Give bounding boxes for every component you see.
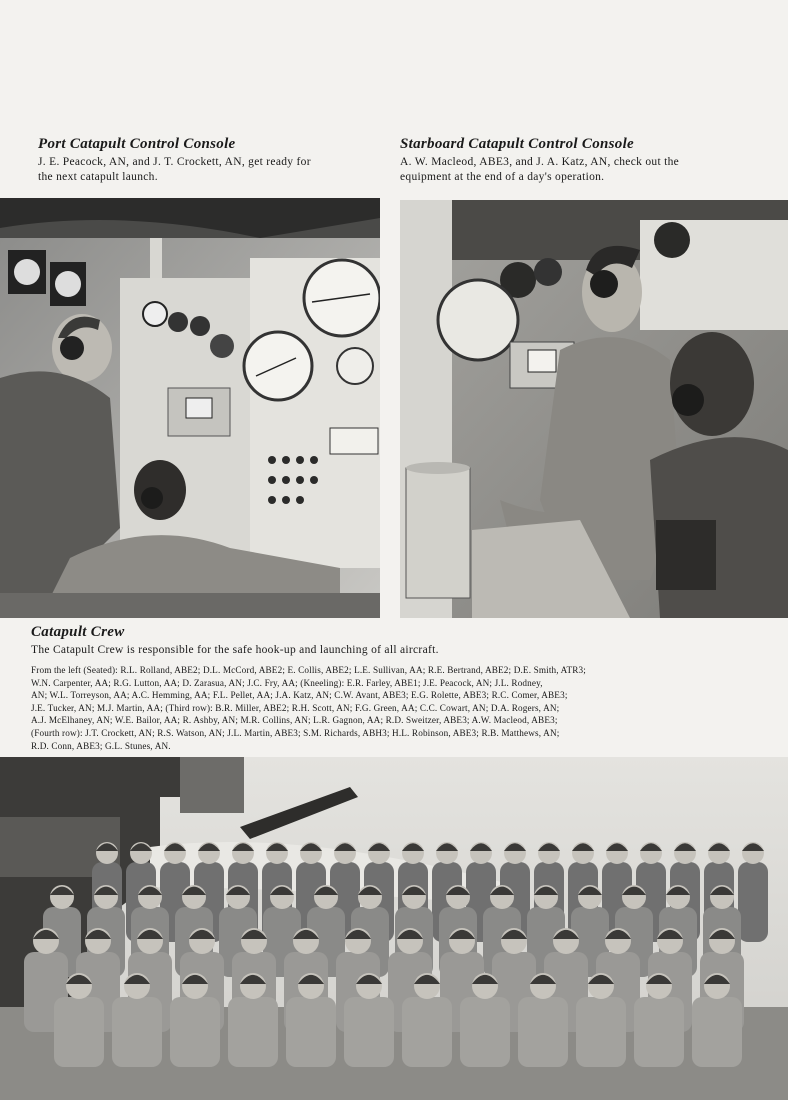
crew-name-line: (Fourth row): J.T. Crockett, AN; R.S. Watson, AN; J.L. Martin, ABE3; S.M. Richards, ABH3; H.L. Robinson, ABE3; R.B. Matthews, AN; bbox=[31, 727, 560, 738]
crew-name-line: AN; W.L. Torreyson, AA; A.C. Hemming, AA; F.L. Pellet, AA; J.A. Katz, AN; C.W. Avant, ABE3; E.G. Rolette, ABE3; R.C. Comer, ABE3; bbox=[31, 690, 568, 701]
port-console-caption bbox=[38, 155, 380, 185]
crew-name-list bbox=[31, 664, 751, 752]
starboard-caption-line: A. W. Macleod, ABE3, and J. A. Katz, AN, check out the bbox=[400, 156, 680, 168]
starboard-caption-line: equipment at the end of a day's operation. bbox=[400, 171, 605, 183]
starboard-console-title: Starboard Catapult Control Console bbox=[400, 136, 635, 152]
port-console-title: Port Catapult Control Console bbox=[38, 136, 236, 152]
crew-name-line: From the left (Seated): R.L. Rolland, ABE2; D.L. McCord, ABE2; E. Collis, ABE2; L.E. Sullivan, AA; R.E. Bertrand, ABE2; D.E. Smith, ATR3; bbox=[31, 665, 586, 675]
crew-name-line: W.N. Carpenter, AA; R.G. Lutton, AA; D. Zarasua, AN; J.C. Fry, AA; (Kneeling): E.R. Farley, ABE1; J.E. Peacock, AN; J.L. Rodney, bbox=[31, 677, 543, 688]
crew-name-line: R.D. Conn, ABE3; G.L. Stunes, AN. bbox=[31, 740, 171, 751]
crew-title: Catapult Crew bbox=[31, 624, 125, 640]
crew-name-line: J.E. Tucker, AN; M.J. Martin, AA; (Third row): B.R. Miller, ABE2; R.H. Scott, AN; F.G. Green, AA; C.C. Cowart, AN; D.A. Rogers, AN; bbox=[31, 702, 560, 713]
crew-group-photo bbox=[0, 757, 788, 1100]
port-caption-line: J. E. Peacock, AN, and J. T. Crockett, AN, get ready for bbox=[38, 156, 311, 168]
port-caption-line: the next catapult launch. bbox=[38, 171, 158, 183]
port-console-photo bbox=[0, 198, 380, 618]
crew-caption: The Catapult Crew is responsible for the safe hook-up and launching of all aircraft. bbox=[31, 644, 439, 656]
starboard-console-caption bbox=[400, 155, 750, 185]
starboard-console-photo bbox=[400, 200, 788, 618]
crew-name-line: A.J. McElhaney, AN; W.E. Bailor, AA; R. Ashby, AN; M.R. Collins, AN; L.R. Gagnon, AA; R.D. Sweitzer, ABE3; A.W. Macleod, ABE3; bbox=[31, 715, 558, 726]
